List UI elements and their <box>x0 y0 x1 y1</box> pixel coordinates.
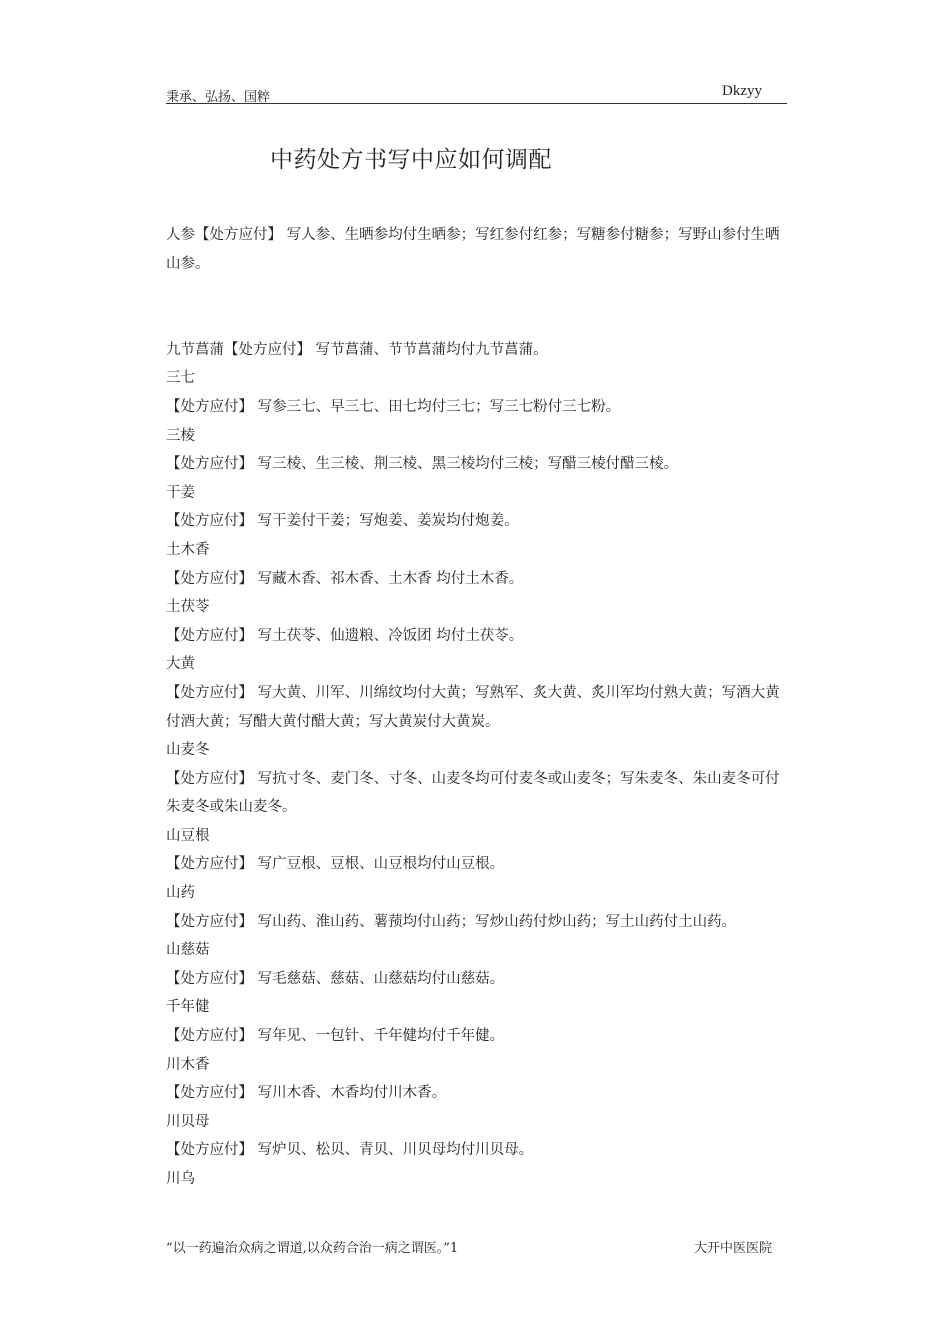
prescription-rule-paragraph: 【处方应付】 写广豆根、豆根、山豆根均付山豆根。 <box>166 856 505 873</box>
herb-entry-paragraph: 山麦冬 <box>166 742 210 759</box>
prescription-rule-paragraph: 【处方应付】 写大黄、川军、川绵纹均付大黄；写熟军、炙大黄、炙川军均付熟大黄；写酒大黄付酒大黄；写醋大黄付醋大黄；写大黄炭付大黄炭。 <box>166 684 780 730</box>
prescription-rule-paragraph: 【处方应付】 写年见、一包针、千年健均付千年健。 <box>166 1028 505 1045</box>
header-left-text: 秉承、弘扬、国粹 <box>166 90 271 105</box>
herb-entry-paragraph: 千年健 <box>166 999 210 1016</box>
footer-hospital-name: 大开中医医院 <box>694 1241 773 1256</box>
herb-entry-paragraph: 山慈菇 <box>166 942 210 959</box>
herb-entry-paragraph: 干姜 <box>166 484 195 501</box>
prescription-rule-paragraph: 【处方应付】 写土茯苓、仙遗粮、冷饭团 均付土茯苓。 <box>166 627 524 644</box>
prescription-rule-paragraph: 【处方应付】 写毛慈菇、慈菇、山慈菇均付山慈菇。 <box>166 970 505 987</box>
herb-entry-paragraph: 大黄 <box>166 656 195 673</box>
prescription-rule-paragraph: 【处方应付】 写炉贝、松贝、青贝、川贝母均付川贝母。 <box>166 1142 534 1159</box>
herb-entry-paragraph: 人参【处方应付】 写人参、生晒参均付生晒参；写红参付红参；写糖参付糖参；写野山参付生晒山参。 <box>166 227 780 272</box>
herb-entry-paragraph: 川乌 <box>166 1171 195 1187</box>
herb-entry-paragraph: 三七 <box>166 370 195 387</box>
prescription-rule-paragraph: 【处方应付】 写三棱、生三棱、荆三棱、黑三棱均付三棱；写醋三棱付醋三棱。 <box>166 456 679 473</box>
herb-entry-paragraph: 川贝母 <box>166 1113 210 1130</box>
prescription-rule-paragraph: 【处方应付】 写藏木香、祁木香、土木香 均付土木香。 <box>166 570 524 587</box>
header-right-text: Dkzyy <box>722 83 762 99</box>
document-title: 中药处方书写中应如何调配 <box>270 147 552 173</box>
herb-entry-paragraph: 九节菖蒲【处方应付】 写节菖蒲、节节菖蒲均付九节菖蒲。 <box>166 341 548 358</box>
prescription-rule-paragraph: 【处方应付】 写山药、淮山药、薯蓣均付山药；写炒山药付炒山药；写土山药付土山药。 <box>166 913 737 930</box>
herb-entry-paragraph: 川木香 <box>166 1056 210 1073</box>
header-divider <box>166 103 787 104</box>
prescription-rule-paragraph: 【处方应付】 写抗寸冬、麦门冬、寸冬、山麦冬均可付麦冬或山麦冬；写朱麦冬、朱山麦冬可付朱麦冬或朱山麦冬。 <box>166 770 780 816</box>
herb-entry-paragraph: 土茯苓 <box>166 599 210 616</box>
prescription-rule-paragraph: 【处方应付】 写参三七、早三七、田七均付三七；写三七粉付三七粉。 <box>166 398 621 415</box>
footer-quote: “以一药遍治众病之谓道,以众药合治一病之谓医。”1 <box>166 1241 459 1256</box>
herb-entry-paragraph: 三棱 <box>166 427 195 444</box>
prescription-rule-paragraph: 【处方应付】 写干姜付干姜；写炮姜、姜炭均付炮姜。 <box>166 513 519 530</box>
document-body <box>166 221 788 1194</box>
prescription-rule-paragraph: 【处方应付】 写川木香、木香均付川木香。 <box>166 1085 447 1102</box>
herb-entry-paragraph: 山豆根 <box>166 827 210 844</box>
herb-entry-paragraph: 山药 <box>166 885 195 902</box>
paragraph-spacer <box>166 293 788 322</box>
herb-entry-paragraph: 土木香 <box>166 541 210 558</box>
